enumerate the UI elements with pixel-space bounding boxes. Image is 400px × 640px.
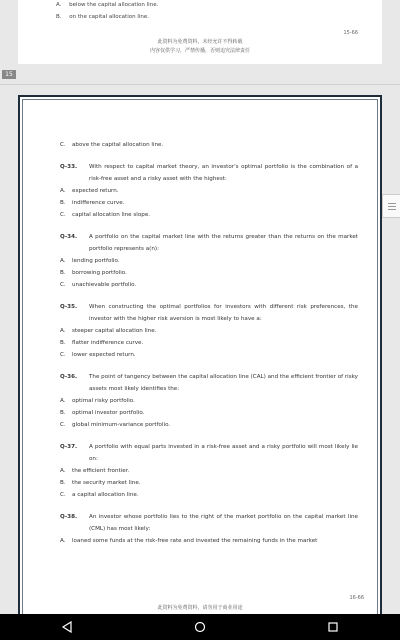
recent-apps-icon bbox=[327, 621, 339, 633]
question-number: Q-34. bbox=[60, 234, 78, 240]
option-c bbox=[60, 349, 358, 361]
option-letter: B. bbox=[60, 410, 66, 416]
option-text: steeper capital allocation line. bbox=[72, 328, 157, 334]
back-button[interactable] bbox=[47, 617, 87, 637]
option-c bbox=[60, 209, 358, 221]
option-text: above the capital allocation line. bbox=[72, 142, 164, 148]
page-footer-line: 此资料为免费资料，未经允许不得转载 bbox=[157, 39, 243, 45]
option-letter: C. bbox=[60, 282, 66, 288]
option-letter: C. bbox=[60, 212, 66, 218]
question-text: The point of tangency between the capital allocation line (CAL) and the efficient frontier of risky assets most likely identifies the: bbox=[89, 374, 358, 392]
scroll-handle[interactable] bbox=[382, 194, 400, 218]
option-a bbox=[60, 255, 358, 267]
option-text: a capital allocation line. bbox=[72, 492, 139, 498]
option-c bbox=[60, 279, 358, 291]
question-35 bbox=[60, 301, 358, 361]
recent-apps-button[interactable] bbox=[313, 617, 353, 637]
option-text: indifference curve. bbox=[72, 200, 125, 206]
page-content bbox=[60, 139, 358, 557]
question-row bbox=[60, 161, 358, 185]
question-38 bbox=[60, 511, 358, 547]
question-text: When constructing the optimal portfolios for investors with different risk preferences, the investor with the higher risk aversion is most likely to have a: bbox=[89, 304, 358, 322]
option-letter: A. bbox=[60, 398, 66, 404]
option-b bbox=[60, 197, 358, 209]
option-a bbox=[56, 2, 158, 8]
back-icon bbox=[61, 621, 73, 633]
navigation-bar bbox=[0, 614, 400, 640]
option-text: global minimum-variance portfolio. bbox=[72, 422, 171, 428]
option-text: expected return. bbox=[72, 188, 119, 194]
option-b bbox=[60, 407, 358, 419]
option-text: optimal risky portfolio. bbox=[72, 398, 135, 404]
handle-line bbox=[388, 203, 396, 204]
previous-page bbox=[18, 0, 382, 64]
question-text: With respect to capital market theory, an investor's optimal portfolio is the combination of a risk-free asset and a risky asset with the highest: bbox=[89, 164, 358, 182]
question-text: A portfolio on the capital market line with the returns greater than the returns on the market portfolio represents a(n): bbox=[89, 234, 358, 252]
question-number: Q-37. bbox=[60, 444, 78, 450]
question-37 bbox=[60, 441, 358, 501]
question-33 bbox=[60, 161, 358, 221]
option-letter: A. bbox=[60, 258, 66, 264]
page-divider bbox=[0, 84, 400, 85]
option-a bbox=[60, 535, 358, 547]
option-letter: B. bbox=[56, 14, 62, 20]
home-button[interactable] bbox=[180, 617, 220, 637]
question-number: Q-35. bbox=[60, 304, 78, 310]
option-b bbox=[60, 477, 358, 489]
page-number: 16-66 bbox=[349, 595, 364, 601]
option-letter: B. bbox=[60, 480, 66, 486]
option-c bbox=[60, 419, 358, 431]
option-letter: A. bbox=[60, 538, 66, 544]
option-text: lending portfolio. bbox=[72, 258, 120, 264]
option-a bbox=[60, 185, 358, 197]
option-letter: C. bbox=[60, 422, 66, 428]
question-row bbox=[60, 301, 358, 325]
page-footer-line: 内容仅供学习，严禁传播，否则追究法律责任 bbox=[149, 48, 250, 54]
option-a bbox=[60, 325, 358, 337]
option-letter: B. bbox=[60, 340, 66, 346]
handle-line bbox=[388, 206, 396, 207]
option-c bbox=[60, 489, 358, 501]
question-row bbox=[60, 511, 358, 535]
option-letter: B. bbox=[60, 200, 66, 206]
option-text: on the capital allocation line. bbox=[69, 14, 150, 20]
option-text: loaned some funds at the risk-free rate and invested the remaining funds in the market bbox=[72, 538, 318, 544]
option-a bbox=[60, 465, 358, 477]
question-34 bbox=[60, 231, 358, 291]
option-letter: A. bbox=[60, 188, 66, 194]
option-text: borrowing portfolio. bbox=[72, 270, 127, 276]
document-page bbox=[18, 95, 382, 625]
option-b bbox=[60, 337, 358, 349]
home-icon bbox=[194, 621, 206, 633]
page-footer: 此资料为免费资料，请勿用于商业用途 bbox=[157, 605, 243, 611]
option-text: capital allocation line slope. bbox=[72, 212, 151, 218]
option-b bbox=[60, 267, 358, 279]
page-number: 15-66 bbox=[343, 30, 358, 36]
option-letter: C. bbox=[60, 352, 66, 358]
option-text: lower expected return. bbox=[72, 352, 136, 358]
page-number-badge: 15 bbox=[2, 70, 16, 79]
list-item bbox=[60, 139, 358, 151]
question-number: Q-33. bbox=[60, 164, 78, 170]
question-number: Q-38. bbox=[60, 514, 78, 520]
option-b bbox=[56, 14, 149, 20]
question-number: Q-36. bbox=[60, 374, 78, 380]
option-text: below the capital allocation line. bbox=[69, 2, 159, 8]
option-text: the efficient frontier. bbox=[72, 468, 130, 474]
option-a bbox=[60, 395, 358, 407]
question-row bbox=[60, 231, 358, 255]
option-letter: A. bbox=[56, 2, 62, 8]
handle-line bbox=[388, 209, 396, 210]
option-letter: B. bbox=[60, 270, 66, 276]
option-letter: C. bbox=[60, 142, 66, 148]
question-text: An investor whose portfolio lies to the right of the market portfolio on the capital market line (CML) has most likely: bbox=[89, 514, 358, 532]
option-letter: C. bbox=[60, 492, 66, 498]
option-text: optimal investor portfolio. bbox=[72, 410, 145, 416]
option-text: flatter indifference curve. bbox=[72, 340, 144, 346]
question-text: A portfolio with equal parts invested in a risk-free asset and a risky portfolio will most likely lie on: bbox=[89, 444, 358, 462]
question-row bbox=[60, 371, 358, 395]
option-letter: A. bbox=[60, 468, 66, 474]
question-36 bbox=[60, 371, 358, 431]
option-letter: A. bbox=[60, 328, 66, 334]
option-text: unachievable portfolio. bbox=[72, 282, 137, 288]
question-row bbox=[60, 441, 358, 465]
option-text: the security market line. bbox=[72, 480, 141, 486]
